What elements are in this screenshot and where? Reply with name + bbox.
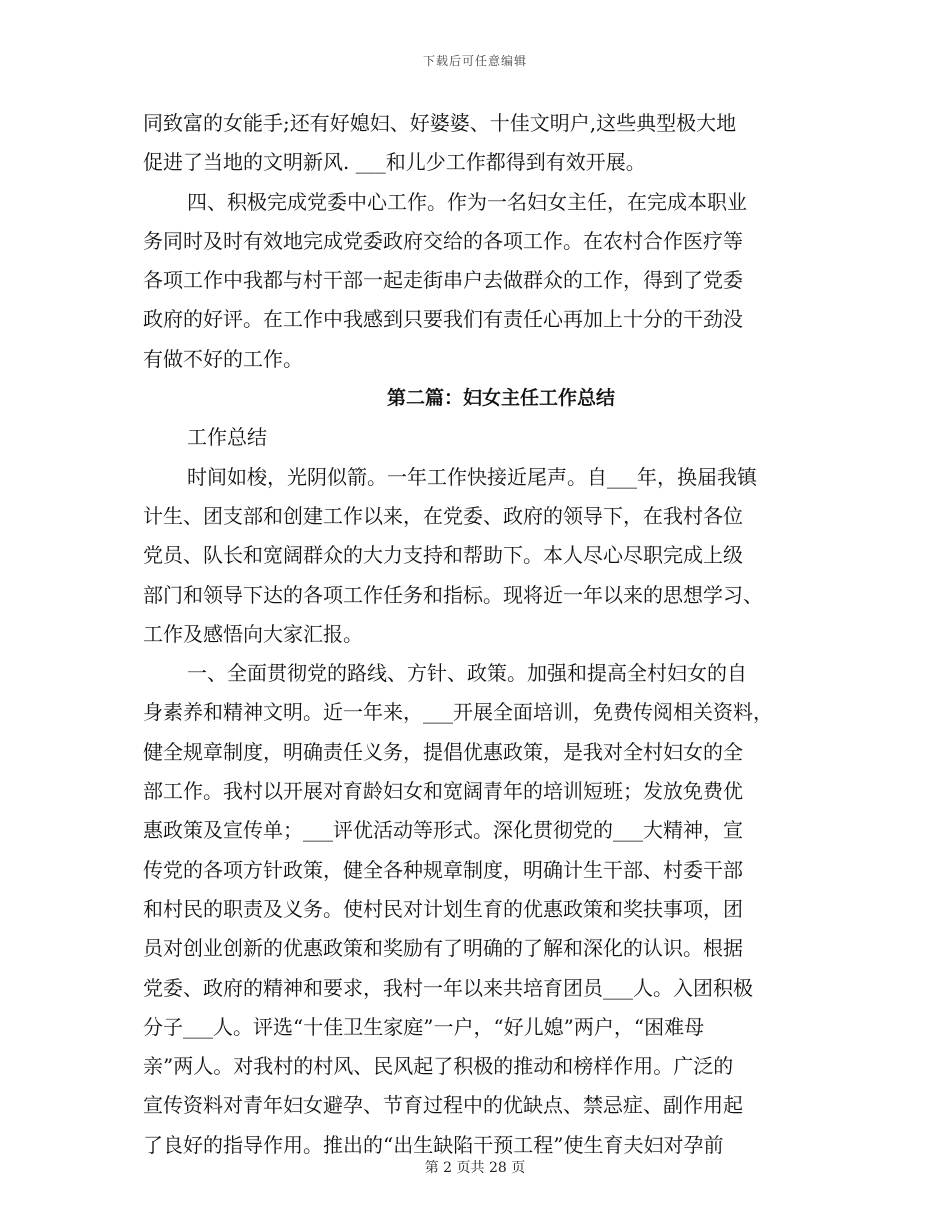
page-header: 下载后可任意编辑 <box>422 54 527 68</box>
text-line: 身素养和精神文明。近一年来，___开展全面培训，免费传阅相关资料， <box>143 700 773 725</box>
text-line: 同致富的女能手;还有好媳妇、好婆婆、十佳文明户,这些典型极大地 <box>143 111 737 135</box>
text-line: 政府的好评。在工作中我感到只要我们有责任心再加上十分的干劲没 <box>143 307 743 332</box>
text-line: 促进了当地的文明新风. ___和儿少工作都得到有效开展。 <box>143 150 646 175</box>
paragraph-start: 一、全面贯彻党的路线、方针、政策。加强和提高全村妇女的自 <box>187 661 747 686</box>
page-number: 第 2 页共 28 页 <box>424 1160 526 1176</box>
paragraph-start: 四、积极完成党委中心工作。作为一名妇女主任，在完成本职业 <box>187 189 747 214</box>
text-line: 分子___人。评选“十佳卫生家庭”一户，“好儿媳”两户，“困难母 <box>143 1014 705 1039</box>
text-line: 和村民的职责及义务。使村民对计划生育的优惠政策和奖扶事项，团 <box>143 896 743 921</box>
section-heading: 第二篇：妇女主任工作总结 <box>386 387 615 410</box>
text-line: 员对创业创新的优惠政策和奖励有了明确的了解和深化的认识。根据 <box>143 936 743 961</box>
paragraph-start: 时间如梭，光阴似箭。一年工作快接近尾声。自___年，换届我镇 <box>187 464 757 489</box>
text-line: 务同时及时有效地完成党委政府交给的各项工作。在农村合作医疗等 <box>143 228 743 253</box>
text-line: 惠政策及宣传单；___评优活动等形式。深化贯彻党的___大精神，宣 <box>143 818 743 843</box>
document-body <box>143 104 815 1165</box>
text-line: 计生、团支部和创建工作以来，在党委、政府的领导下，在我村各位 <box>143 503 743 528</box>
text-line: 部工作。我村以开展对育龄妇女和宽阔青年的培训短班；发放免费优 <box>143 779 743 804</box>
text-line: 党员、队长和宽阔群众的大力支持和帮助下。本人尽心尽职完成上级 <box>143 543 743 568</box>
text-line: 传党的各项方针政策，健全各种规章制度，明确计生干部、村委干部 <box>143 857 743 882</box>
text-line: 健全规章制度，明确责任义务，提倡优惠政策，是我对全村妇女的全 <box>143 739 743 764</box>
text-line: 各项工作中我都与村干部一起走街串户去做群众的工作，得到了党委 <box>143 268 743 293</box>
text-line: 亲”两人。对我村的村风、民风起了积极的推动和榜样作用。广泛的 <box>143 1054 734 1079</box>
text-line: 了良好的指导作用。推出的“出生缺陷干预工程”使生育夫妇对孕前 <box>143 1132 724 1157</box>
text-line: 宣传资料对青年妇女避孕、节育过程中的优缺点、禁忌症、副作用起 <box>143 1093 743 1118</box>
text-line: 工作及感悟向大家汇报。 <box>143 621 363 646</box>
text-line: 部门和领导下达的各项工作任务和指标。现将近一年以来的思想学习、 <box>143 582 763 607</box>
section-subtitle: 工作总结 <box>187 425 267 450</box>
text-line: 有做不好的工作。 <box>143 346 303 371</box>
text-line: 党委、政府的精神和要求，我村一年以来共培育团员___人。入团积极 <box>143 975 753 1000</box>
